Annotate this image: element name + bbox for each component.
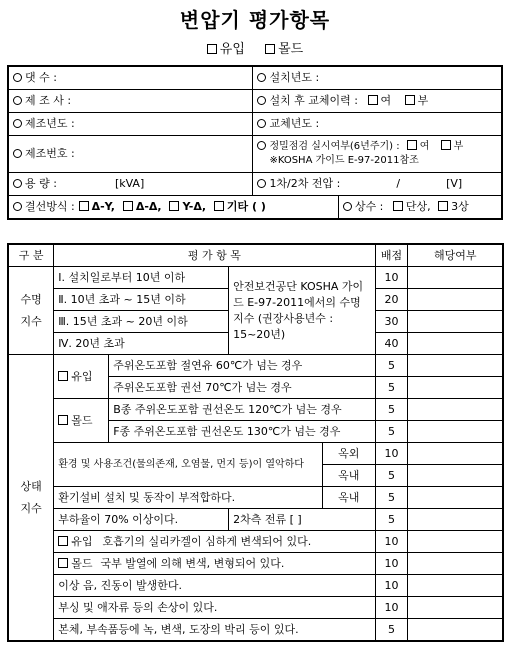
life-score-1: 10 <box>375 267 408 289</box>
voltage-label: 1차/2차 전압 : <box>269 177 341 190</box>
voltage-cell[interactable] <box>253 173 502 196</box>
units-label: 댓 수 : <box>25 71 57 84</box>
phase-label: 상수 : <box>354 200 384 213</box>
checkbox-icon[interactable] <box>407 140 417 150</box>
voltage-unit: [V] <box>446 177 463 190</box>
replace-year-cell[interactable] <box>253 113 502 136</box>
checkbox-icon[interactable] <box>265 44 275 54</box>
mold-item-2: F종 주위온도포함 권선온도 130℃가 넘는 경우 <box>109 421 375 443</box>
transformer-type-selector <box>0 38 510 57</box>
applicable-cell[interactable] <box>408 311 503 333</box>
environment-outdoor-score: 10 <box>375 443 408 465</box>
applicable-cell[interactable] <box>408 355 503 377</box>
info-table <box>7 65 503 220</box>
type-oil-label: 유입 <box>219 42 245 57</box>
capacity-unit: [kVA] <box>114 177 145 190</box>
ventilation-indoor: 옥내 <box>322 487 375 509</box>
applicable-cell[interactable] <box>408 487 503 509</box>
replace-history-label: 설치 후 교체이력 : <box>269 94 359 107</box>
checkbox-icon[interactable] <box>368 95 378 105</box>
evaluation-table <box>7 243 504 642</box>
phase-three: 3상 <box>451 200 469 213</box>
checkbox-icon[interactable] <box>393 201 403 211</box>
capacity-label: 용 량 : <box>25 177 57 190</box>
oil-score-2: 5 <box>375 377 408 399</box>
circle-bullet-icon <box>13 73 22 82</box>
precision-note: ※KOSHA 가이드 E-97-2011참조 <box>269 155 419 166</box>
circle-bullet-icon <box>343 202 352 211</box>
environment-indoor: 옥내 <box>322 465 375 487</box>
header-category: 구 분 <box>8 244 54 267</box>
life-item-2: Ⅱ. 10년 초과 ~ 15년 이하 <box>54 289 229 311</box>
state-index-group <box>8 355 54 642</box>
life-item-3: Ⅲ. 15년 초과 ~ 20년 이하 <box>54 311 229 333</box>
made-year-label: 제조년도 : <box>25 117 75 130</box>
applicable-cell[interactable] <box>408 597 503 619</box>
ventilation-item: 환기설비 설치 및 동작이 부적합하다. <box>54 487 323 509</box>
life-item-1: Ⅰ. 설치일로부터 10년 이하 <box>54 267 229 289</box>
noise-item: 이상 음, 진동이 발생한다. <box>54 575 375 597</box>
checkbox-icon[interactable] <box>58 558 68 568</box>
silica-item <box>54 531 375 553</box>
yes-label: 여 <box>380 94 392 107</box>
type-mold-label: 몰드 <box>278 42 304 57</box>
precision-no-label: 부 <box>453 141 464 152</box>
mold-item-1: B종 주위온도포함 권선온도 120℃가 넘는 경우 <box>109 399 375 421</box>
life-group-line2: 지수 <box>20 314 42 328</box>
life-score-4: 40 <box>375 333 408 355</box>
local-heat-type-label: 몰드 <box>71 556 93 570</box>
life-index-group <box>8 267 54 355</box>
checkbox-icon[interactable] <box>214 201 224 211</box>
page-title: 변압기 평가항목 <box>179 8 331 32</box>
connection-cell[interactable] <box>8 196 338 220</box>
applicable-cell[interactable] <box>408 575 503 597</box>
silica-label: 호흡기의 실리카겔이 심하게 변색되어 있다. <box>102 534 312 548</box>
units-cell[interactable] <box>8 66 253 90</box>
serial-cell[interactable] <box>8 136 253 173</box>
checkbox-icon[interactable] <box>58 536 68 546</box>
header-applicable: 해당여부 <box>408 244 503 267</box>
header-item: 평 가 항 목 <box>54 244 375 267</box>
circle-bullet-icon <box>257 179 266 188</box>
circle-bullet-icon <box>13 149 22 158</box>
checkbox-icon[interactable] <box>123 201 133 211</box>
local-heat-score: 10 <box>375 553 408 575</box>
circle-bullet-icon <box>13 119 22 128</box>
connection-other: 기타 ( ) <box>226 200 266 213</box>
made-year-cell[interactable] <box>8 113 253 136</box>
precision-yes-label: 여 <box>419 141 430 152</box>
applicable-cell[interactable] <box>408 619 503 642</box>
connection-dy: Δ-Y, <box>91 200 115 213</box>
checkbox-icon[interactable] <box>207 44 217 54</box>
silica-score: 10 <box>375 531 408 553</box>
voltage-sep: / <box>396 177 401 190</box>
applicable-cell[interactable] <box>408 553 503 575</box>
local-heat-item <box>54 553 375 575</box>
checkbox-icon[interactable] <box>58 415 68 425</box>
type-mold-option[interactable] <box>265 42 303 57</box>
applicable-cell[interactable] <box>408 443 503 465</box>
applicable-cell[interactable] <box>408 289 503 311</box>
checkbox-icon[interactable] <box>441 140 451 150</box>
environment-indoor-score: 5 <box>375 465 408 487</box>
oil-item-1: 주위온도포함 절연유 60℃가 넘는 경우 <box>109 355 375 377</box>
install-year-label: 설치년도 : <box>269 71 320 84</box>
phase-single: 단상, <box>405 200 431 213</box>
mold-type-cell[interactable] <box>54 399 109 443</box>
capacity-cell[interactable] <box>8 173 253 196</box>
connection-label: 결선방식 : <box>25 200 75 213</box>
mold-score-2: 5 <box>375 421 408 443</box>
life-item-4: Ⅳ. 20년 초과 <box>54 333 229 355</box>
checkbox-icon[interactable] <box>405 95 415 105</box>
checkbox-icon[interactable] <box>438 201 448 211</box>
applicable-cell[interactable] <box>408 399 503 421</box>
circle-bullet-icon <box>257 73 266 82</box>
applicable-cell[interactable] <box>408 333 503 355</box>
circle-bullet-icon <box>257 119 266 128</box>
maker-label: 제 조 사 : <box>25 94 72 107</box>
circle-bullet-icon <box>13 179 22 188</box>
connection-dd: Δ-Δ, <box>135 200 162 213</box>
environment-outdoor: 옥외 <box>322 443 375 465</box>
state-group-line1: 상태 <box>20 479 42 493</box>
checkbox-icon[interactable] <box>58 371 68 381</box>
applicable-cell[interactable] <box>408 421 503 443</box>
circle-bullet-icon <box>13 202 22 211</box>
local-heat-label: 국부 발열에 의해 변색, 변형되어 있다. <box>100 556 285 570</box>
replace-history-cell[interactable] <box>253 90 502 113</box>
type-oil-option[interactable] <box>207 42 245 57</box>
header-score: 배점 <box>375 244 408 267</box>
applicable-cell[interactable] <box>408 509 503 531</box>
noise-score: 10 <box>375 575 408 597</box>
environment-item: 환경 및 사용조건(물의존재, 오염물, 먼지 등)이 열악하다 <box>54 443 323 487</box>
checkbox-icon[interactable] <box>79 201 89 211</box>
oil-score-1: 5 <box>375 355 408 377</box>
life-score-2: 20 <box>375 289 408 311</box>
precision-check-cell[interactable] <box>253 136 502 173</box>
circle-bullet-icon <box>257 141 266 150</box>
no-label: 부 <box>417 94 429 107</box>
applicable-cell[interactable] <box>408 267 503 289</box>
life-score-3: 30 <box>375 311 408 333</box>
ventilation-score: 5 <box>375 487 408 509</box>
maker-cell[interactable] <box>8 90 253 113</box>
applicable-cell[interactable] <box>408 531 503 553</box>
life-group-line1: 수명 <box>20 292 42 306</box>
oil-type-label: 유입 <box>71 369 93 383</box>
body-score: 5 <box>375 619 408 642</box>
mold-type-label: 몰드 <box>71 413 93 427</box>
checkbox-icon[interactable] <box>169 201 179 211</box>
oil-item-2: 주위온도포함 권선 70℃가 넘는 경우 <box>109 377 375 399</box>
connection-yd: Y-Δ, <box>182 200 207 213</box>
mold-score-1: 5 <box>375 399 408 421</box>
life-note: 안전보건공단 KOSHA 가이드 E-97-2011에서의 수명지수 (권장사용년수 : 15~20년) <box>229 267 375 355</box>
phase-cell[interactable] <box>338 196 502 220</box>
serial-label: 제조번호 : <box>25 147 75 160</box>
load-ratio-score: 5 <box>375 509 408 531</box>
precision-check-label: 정밀점검 실시여부(6년주기) : <box>269 141 400 152</box>
oil-type-cell[interactable] <box>54 355 109 399</box>
body-item: 본체, 부속품등에 녹, 변색, 도장의 박리 등이 있다. <box>54 619 375 642</box>
load-ratio-item: 부하율이 70% 이상이다. <box>54 509 229 531</box>
applicable-cell[interactable] <box>408 377 503 399</box>
state-group-line2: 지수 <box>20 501 42 515</box>
bushing-score: 10 <box>375 597 408 619</box>
install-year-cell[interactable] <box>253 66 502 90</box>
applicable-cell[interactable] <box>408 465 503 487</box>
secondary-current-field[interactable]: 2차측 전류 [ ] <box>229 509 375 531</box>
bushing-item: 부싱 및 애자류 등의 손상이 있다. <box>54 597 375 619</box>
replace-year-label: 교체년도 : <box>269 117 320 130</box>
circle-bullet-icon <box>257 96 266 105</box>
circle-bullet-icon <box>13 96 22 105</box>
silica-type-label: 유입 <box>71 534 93 548</box>
